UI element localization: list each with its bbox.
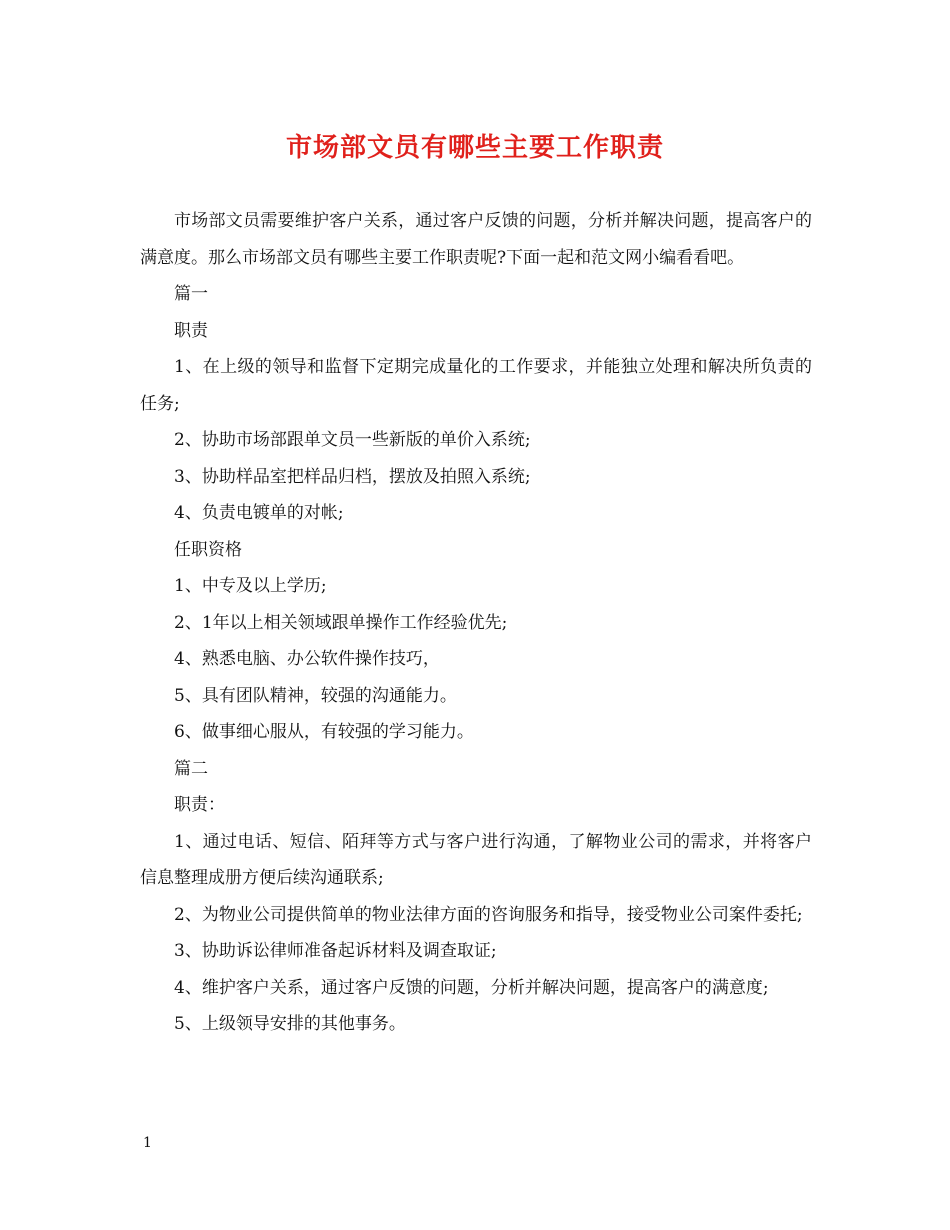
duty-item: 4、负责电镀单的对帐;: [174, 503, 344, 523]
subheading-duties: 职责: [174, 320, 208, 341]
duty-item: 4、维护客户关系，通过客户反馈的问题，分析并解决问题，提高客户的满意度;: [174, 977, 769, 998]
qualification-item: 6、做事细心服从，有较强的学习能力。: [174, 722, 474, 742]
qualification-item: 5、具有团队精神，较强的沟通能力。: [174, 685, 457, 706]
subheading-duties: 职责：: [174, 795, 225, 815]
subheading-qualifications: 任职资格: [174, 539, 242, 560]
document-title: 市场部文员有哪些主要工作职责: [285, 133, 664, 163]
duty-item: 2、协助市场部跟单文员一些新版的单价入系统;: [174, 430, 531, 450]
duty-item: 3、协助诉讼律师准备起诉材料及调查取证;: [174, 941, 497, 961]
section-heading-part-two: 篇二: [174, 758, 208, 779]
qualification-item: 1、中专及以上学历;: [174, 576, 327, 596]
intro-paragraph: 市场部文员需要维护客户关系，通过客户反馈的问题，分析并解决问题，提高客户的满意度。那么市场部文员有哪些主要工作职责呢?下面一起和范文网小编看看吧。: [140, 211, 812, 268]
duty-item: 1、通过电话、短信、陌拜等方式与客户进行沟通，了解物业公司的需求，并将客户信息整理成册方便后续沟通联系;: [140, 831, 812, 888]
qualification-item: 2、1年以上相关领域跟单操作工作经验优先;: [174, 612, 508, 633]
duty-item: 1、在上级的领导和监督下定期完成量化的工作要求，并能独立处理和解决所负责的任务;: [140, 357, 812, 414]
section-heading-part-one: 篇一: [174, 284, 208, 304]
duty-item: 2、为物业公司提供简单的物业法律方面的咨询服务和指导，接受物业公司案件委托;: [174, 904, 803, 925]
qualification-item: 4、熟悉电脑、办公软件操作技巧，: [174, 649, 440, 669]
duty-item: 5、上级领导安排的其他事务。: [174, 1014, 406, 1034]
document-body: [140, 203, 812, 1043]
duty-item: 3、协助样品室把样品归档，摆放及拍照入系统;: [174, 466, 531, 487]
page-number: 1: [143, 1135, 152, 1151]
